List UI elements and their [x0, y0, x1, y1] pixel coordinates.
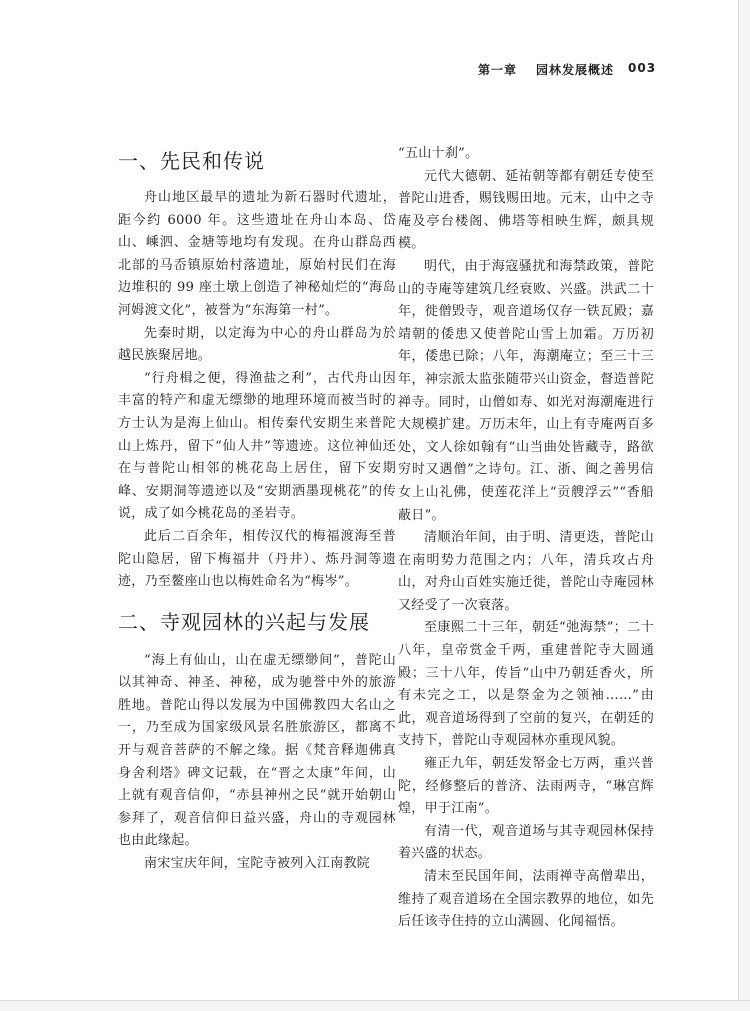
paragraph: 元代大德朝、延祐朝等都有朝廷专使至普陀山进香，赐钱赐田地。元末，山中之寺庵及亭台楼阁、佛塔等相映生辉，颇具规模。 — [398, 168, 654, 252]
paragraph-continuation: “五山十刹”。 — [398, 146, 479, 161]
right-column — [398, 143, 654, 934]
section-title-1: 一、先民和传说 — [118, 149, 265, 173]
paragraph: 清顺治年间，由于明、清更迭，普陀山在南明势力范围之内；八年，清兵攻占舟山，对舟山百姓实施迁徙，普陀山寺庵园林又经受了一次衰落。 — [398, 530, 654, 613]
paragraph: “海上有仙山，山在虚无缥缈间”，普陀山以其神奇、神圣、神秘，成为驰誉中外的旅游胜地。普陀山得以发展为中国佛教四大名山之一，乃至成为国家级风景名胜旅游区，都离不开与观音菩萨的不解之缘。据《梵音释迦佛真身舍利塔》碑文记载，在“晋之太康”年间，山上就有观音信仰，“赤县神州之民”就开始朝山参拜了，观音信仰日益兴盛，舟山的寺观园林也由此缘起。 — [118, 652, 396, 849]
section-title-2: 二、寺观园林的兴起与发展 — [118, 609, 370, 634]
paragraph: 南宋宝庆年间，宝陀寺被列入江南教院 — [144, 856, 371, 872]
page-edge-bottom — [0, 1000, 750, 1011]
paragraph: 有清一代，观音道场与其寺观园林保持着兴盛的状态。 — [398, 823, 654, 862]
paragraph: 至康熙二十三年，朝廷“弛海禁”；二十八年，皇帝赏金千两，重建普陀寺大圆通殿；三十八年，传旨“山中乃朝廷香火，所有未完之工，以是祭金为之领袖……”由此，观音道场得到了空前的复兴，在朝廷的支持下，普陀山寺观园林亦重现风貌。 — [398, 620, 654, 749]
left-column — [118, 140, 396, 876]
page-number: 003 — [628, 61, 657, 75]
paragraph: 此后二百余年，相传汉代的梅福渡海至普陀山隐居，留下梅福井（丹井）、炼丹洞等遗迹，乃至鳌座山也以梅姓命名为“梅岑”。 — [118, 528, 396, 590]
paragraph: 明代，由于海寇骚扰和海禁政策，普陀山的寺庵等建筑几经衰败、兴盛。洪武二十年，徙僧毁寺，观音道场仅存一铁瓦殿；嘉靖朝的倭患又使普陀山雪上加霜。万历初年，倭患已除；八年，海潮庵立；至三十三年，神宗派太监张随带兴山资金，督造普陀禅寺。同时，山僧如寿、如光对海潮庵进行大规模扩建。万历末年，山上有寺庵两百多处，文人徐如翰有“山当曲处皆藏寺，路欲穷时又遇僧”之诗句。江、浙、闽之善男信女上山礼佛，使莲花洋上“贡艘浮云”“香船蔽日”。 — [398, 258, 654, 523]
paragraph: 先秦时期，以定海为中心的舟山群岛为於越民族聚居地。 — [118, 325, 396, 364]
chapter-label: 第一章 — [478, 63, 518, 77]
paragraph: 舟山地区最早的遗址为新石器时代遗址，距今约 6000 年。这些遗址在舟山本岛、岱山、嵊泗、金塘等地均有发现。在舟山群岛西北部的马岙镇原始村落遗址，原始村民们在海边堆积的 99 座土墩上创造了神秘灿烂的“海岛河姆渡文化”，被誉为“东海第一村”。 — [118, 190, 396, 318]
paragraph: 清末至民国年间，法雨禅寺高僧辈出，维持了观音道场在全国宗教界的地位，如先后任该寺住持的立山满圆、化闻福悟。 — [398, 869, 654, 930]
chapter-title: 园林发展概述 — [536, 63, 615, 77]
page-edge-right — [738, 0, 750, 1010]
paragraph: “行舟楫之便，得渔盐之利”，古代舟山因丰富的特产和虚无缥缈的地理环境而被当时的方士认为是海上仙山。相传秦代安期生来普陀山上炼丹，留下“仙人井”等遗迹。这位神仙还在与普陀山相邻的桃花岛上居住，留下安期峰、安期洞等遗迹以及“安期洒墨现桃花”的传说，成了如今桃花岛的圣岩寺。 — [118, 370, 396, 522]
paragraph: 雍正九年，朝廷发帑金七万两，重兴普陀，经修整后的普济、法雨两寺，“琳宫辉煌，甲于江南”。 — [398, 756, 654, 817]
